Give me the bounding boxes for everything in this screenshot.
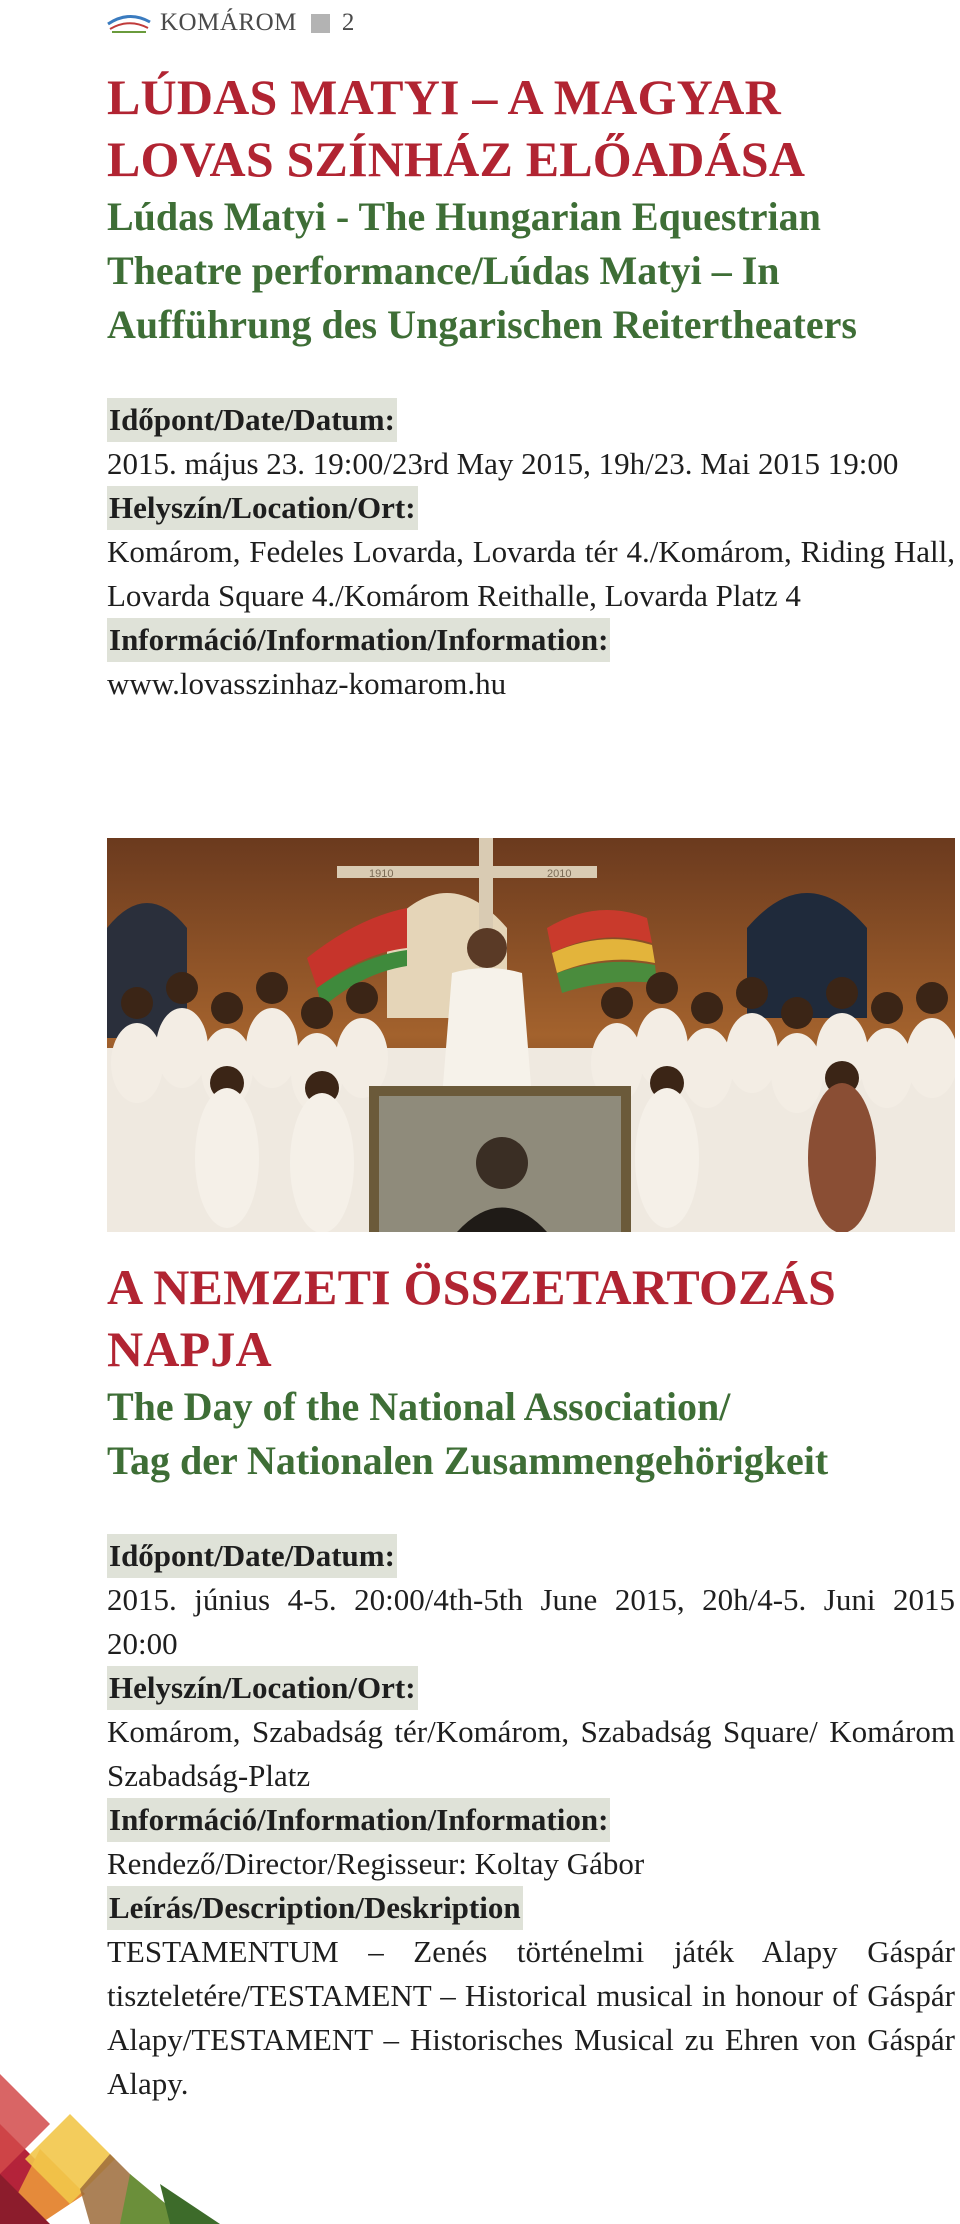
- event-2-date-value: 2015. június 4-5. 20:00/4th-5th June 2015, 20h/4-5. Juni 2015 20:00: [107, 1582, 955, 1661]
- event-1-location-label: Helyszín/Location/Ort:: [107, 486, 418, 530]
- event-2-location-label: Helyszín/Location/Ort:: [107, 1666, 418, 1710]
- event-2-title: A NEMZETI ÖSSZETARTOZÁS NAPJA: [107, 1259, 837, 1377]
- event-1-info-label: Információ/Information/Information:: [107, 618, 610, 662]
- event-1-details: [107, 398, 955, 706]
- event-1-date-label: Időpont/Date/Datum:: [107, 398, 397, 442]
- event-1-subtitle: Lúdas Matyi - The Hungarian Equestrian Theatre performance/Lúdas Matyi – In Aufführung des Ungarischen Reitertheaters: [107, 194, 857, 347]
- event-1-date-value: 2015. május 23. 19:00/23rd May 2015, 19h/23. Mai 2015 19:00: [107, 446, 899, 481]
- event-2-description-value: TESTAMENTUM – Zenés történelmi játék Alapy Gáspár tiszteletére/TESTAMENT – Historical musical in honour of Gáspár Alapy/TESTAMENT – Historisches Musical zu Ehren von Gáspár Alapy.: [107, 1934, 955, 2101]
- event-2-subtitle-line-1: The Day of the National Association/: [107, 1384, 731, 1429]
- event-2-info-value: Rendező/Director/Regisseur: Koltay Gábor: [107, 1846, 645, 1881]
- header-separator: [311, 14, 330, 33]
- event-2-description-label: Leírás/Description/Deskription: [107, 1886, 523, 1930]
- page-header: [106, 8, 354, 38]
- event-1-title: LÚDAS MATYI – A MAGYAR LOVAS SZÍNHÁZ ELŐADÁSA: [107, 69, 806, 187]
- cross-right-text: 2010: [547, 868, 572, 880]
- event-2-location-value: Komárom, Szabadság tér/Komárom, Szabadság Square/ Komárom Szabadság-Platz: [107, 1714, 955, 1793]
- event-2-subtitle-line-2: Tag der Nationalen Zusammengehörigkeit: [107, 1438, 829, 1483]
- komarom-logo-icon: [106, 10, 152, 36]
- page-number: 2: [341, 9, 355, 36]
- event-1-info-link[interactable]: www.lovasszinhaz-komarom.hu: [107, 666, 507, 701]
- cross-left-text: 1910: [369, 868, 394, 880]
- event-1-location-value: Komárom, Fedeles Lovarda, Lovarda tér 4./Komárom, Riding Hall, Lovarda Square 4./Komárom Reithalle, Lovarda Platz 4: [107, 534, 955, 613]
- event-photo: [107, 838, 955, 1232]
- header-city: KOMÁROM: [160, 9, 297, 36]
- event-2-date-label: Időpont/Date/Datum:: [107, 1534, 397, 1578]
- event-2: [107, 1256, 955, 1488]
- event-2-info-label: Információ/Information/Information:: [107, 1798, 610, 1842]
- choir-stage-image: [107, 838, 955, 1232]
- decorative-corner-pattern: [0, 1974, 250, 2224]
- event-1: [107, 66, 955, 352]
